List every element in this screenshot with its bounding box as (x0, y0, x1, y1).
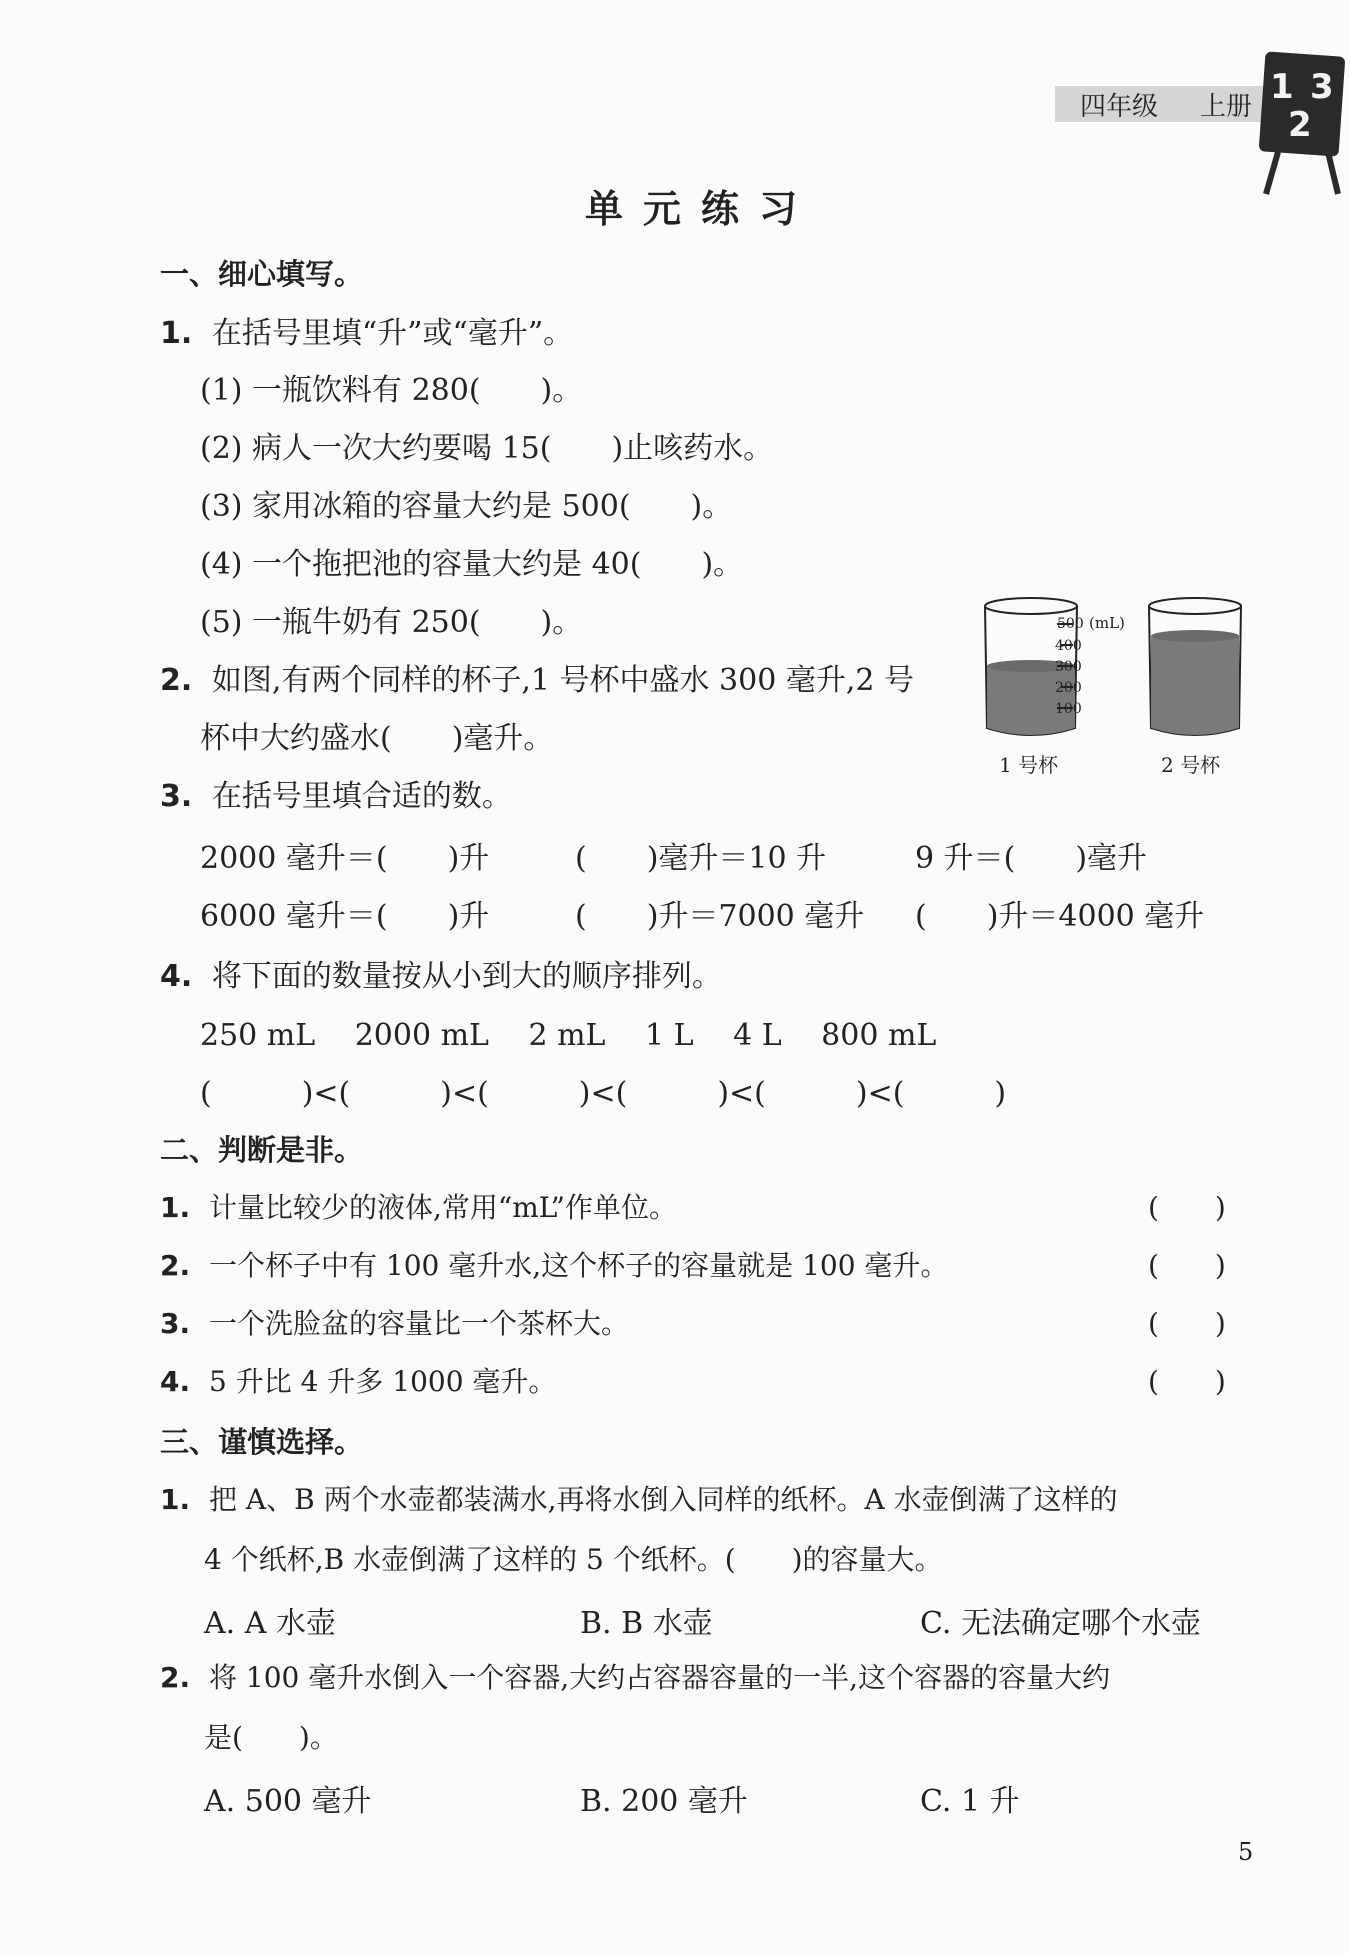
volume-label: 上册 (1200, 92, 1253, 122)
tick-500: 500 (1057, 616, 1084, 632)
s1-q3-r1c3: 9 升＝( )毫升 (915, 841, 1148, 876)
s2-item-1 (160, 1186, 677, 1226)
s3-q1-line1: 把 A、B 两个水壶都装满水,再将水倒入同样的纸杯。A 水壶倒满了这样的 (209, 1483, 1118, 1516)
s2-item-3-text: 一个洗脸盆的容量比一个茶杯大。 (209, 1307, 630, 1340)
s1-q4-text: 将下面的数量按从小到大的顺序排列。 (211, 959, 722, 994)
s1-q2-line2: 杯中大约盛水( )毫升。 (200, 721, 554, 756)
s1-q3-r2c3: ( )升＝4000 毫升 (915, 899, 1205, 934)
s2-item-3-bracket: ( ) (1148, 1307, 1226, 1340)
s2-item-2 (160, 1244, 948, 1284)
s1-q3-r2c1: 6000 毫升＝( )升 (200, 899, 490, 934)
section-2-title: 二、判断是非。 (160, 1133, 364, 1167)
s2-item-1-number: 1. (160, 1191, 191, 1224)
s3-q1-option-b: B. B 水壶 (580, 1606, 713, 1641)
cup-1 (985, 598, 1125, 735)
s2-item-1-text: 计量比较少的液体,常用“mL”作单位。 (209, 1191, 677, 1224)
cup-2 (1149, 598, 1241, 735)
s1-q1-text: 在括号里填“升”或“毫升”。 (211, 316, 574, 351)
s2-item-4-text: 5 升比 4 升多 1000 毫升。 (209, 1365, 557, 1398)
s1-q3-r1c2: ( )毫升＝10 升 (575, 841, 827, 876)
tick-400: 400 (1055, 638, 1082, 654)
section-3-title: 三、谨慎选择。 (160, 1425, 364, 1459)
s3-q1 (160, 1478, 1118, 1518)
s3-q2-number: 2. (160, 1661, 191, 1694)
s1-q2-line1: 如图,有两个同样的杯子,1 号杯中盛水 300 毫升,2 号 (211, 663, 915, 698)
s1-q2 (160, 655, 914, 699)
s1-q3-text: 在括号里填合适的数。 (211, 779, 512, 814)
s1-q3-r2c2: ( )升＝7000 毫升 (575, 899, 865, 934)
cups-figure (975, 590, 1255, 790)
s1-q4 (160, 951, 722, 995)
s3-q1-option-a: A. A 水壶 (204, 1606, 336, 1641)
tick-300: 300 (1055, 659, 1082, 675)
cup-2-water (1151, 636, 1239, 735)
s3-q2 (160, 1656, 1110, 1696)
s1-q1-item-5: (5) 一瓶牛奶有 250( )。 (200, 605, 583, 640)
s2-item-4 (160, 1360, 556, 1400)
s2-item-3 (160, 1302, 629, 1342)
s2-item-2-bracket: ( ) (1148, 1249, 1226, 1282)
badge-digit-2: 3 (1310, 67, 1334, 107)
cup-2-label: 2 号杯 (1161, 753, 1221, 777)
cup-1-label: 1 号杯 (999, 753, 1059, 777)
grade-label: 四年级 (1080, 92, 1159, 122)
s1-q1-item-4: (4) 一个拖把池的容量大约是 40( )。 (200, 547, 744, 582)
s3-q2-line2: 是( )。 (204, 1721, 338, 1754)
s1-q1-number: 1. (160, 316, 193, 351)
s1-q3 (160, 771, 512, 815)
s1-q3-number: 3. (160, 779, 193, 814)
s3-q2-option-a: A. 500 毫升 (204, 1784, 372, 1819)
s2-item-4-bracket: ( ) (1148, 1365, 1226, 1398)
s2-item-3-number: 3. (160, 1307, 191, 1340)
s2-item-1-bracket: ( ) (1148, 1191, 1226, 1224)
s1-q4-number: 4. (160, 959, 193, 994)
s1-q3-r1c1: 2000 毫升＝( )升 (200, 841, 490, 876)
tick-100: 100 (1055, 701, 1082, 717)
page-number: 5 (1238, 1838, 1254, 1866)
page-title: 单元练习 (585, 187, 818, 231)
s1-q4-values: 250 mL 2000 mL 2 mL 1 L 4 L 800 mL (200, 1018, 937, 1053)
s2-item-2-number: 2. (160, 1249, 191, 1282)
s1-q4-order: ( )<( )<( )<( )<( )<( ) (200, 1076, 1007, 1111)
s1-q1-item-1: (1) 一瓶饮料有 280( )。 (200, 373, 583, 408)
s3-q1-option-c: C. 无法确定哪个水壶 (920, 1606, 1201, 1641)
s2-item-2-text: 一个杯子中有 100 毫升水,这个杯子的容量就是 100 毫升。 (209, 1249, 949, 1282)
s2-item-4-number: 4. (160, 1365, 191, 1398)
section-1-title: 一、细心填写。 (160, 257, 364, 291)
s3-q2-option-c: C. 1 升 (920, 1784, 1020, 1819)
blackboard-badge-icon (1258, 48, 1348, 198)
s1-q1-item-2: (2) 病人一次大约要喝 15( )止咳药水。 (200, 431, 774, 466)
badge-digit-3: 2 (1288, 105, 1312, 145)
unit-label: (mL) (1089, 614, 1125, 632)
s3-q2-line1: 将 100 毫升水倒入一个容器,大约占容器容量的一半,这个容器的容量大约 (209, 1661, 1111, 1694)
s3-q1-number: 1. (160, 1483, 191, 1516)
s1-q2-number: 2. (160, 663, 193, 698)
s3-q1-line2: 4 个纸杯,B 水壶倒满了这样的 5 个纸杯。( )的容量大。 (204, 1543, 943, 1576)
s1-q1 (160, 308, 573, 352)
tick-200: 200 (1055, 680, 1082, 696)
s1-q1-item-3: (3) 家用冰箱的容量大约是 500( )。 (200, 489, 733, 524)
badge-digit-1: 1 (1270, 67, 1294, 107)
s3-q2-option-b: B. 200 毫升 (580, 1784, 748, 1819)
